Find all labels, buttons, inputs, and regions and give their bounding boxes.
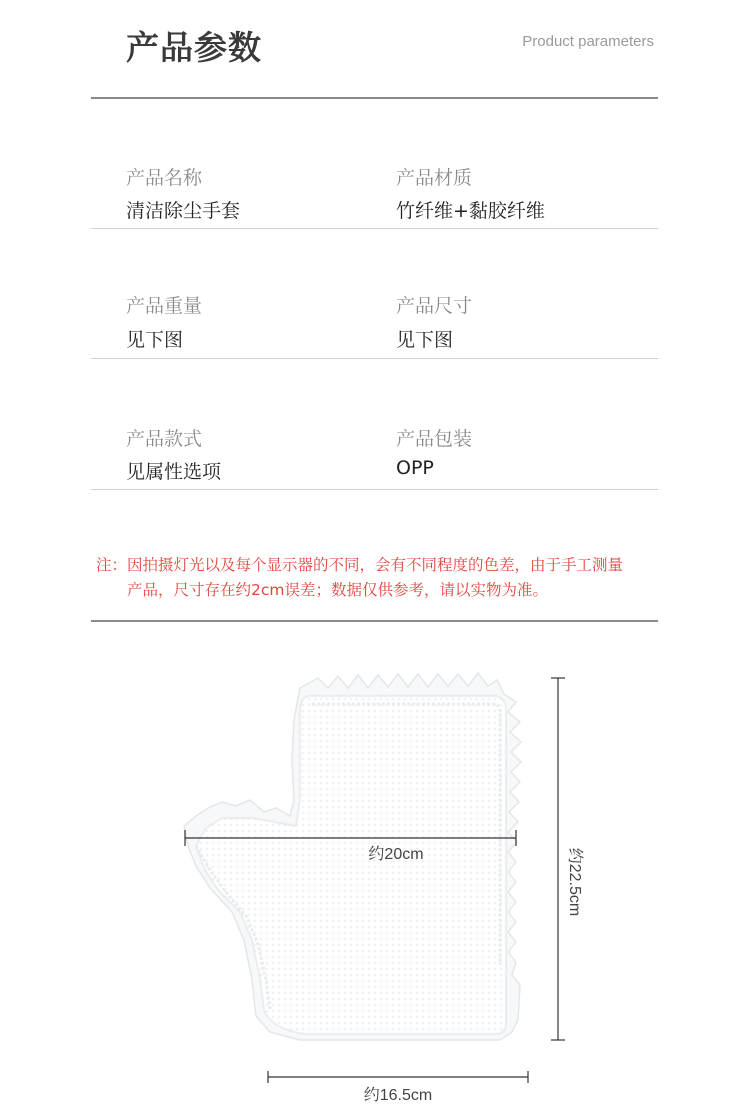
note-line-2: 产品，尺寸存在约2cm误差；数据仅供参考，请以实物为准。 <box>127 581 548 599</box>
page-subtitle: Product parameters <box>522 33 654 50</box>
spec-label-package: 产品包装 <box>396 428 473 450</box>
spec-value-weight: 见下图 <box>126 329 184 351</box>
spec-label-weight: 产品重量 <box>126 295 203 317</box>
spec-value-name: 清洁除尘手套 <box>126 200 241 222</box>
width-label: 约20cm <box>368 846 424 863</box>
spec-label-size: 产品尺寸 <box>396 295 473 317</box>
spec-label-name: 产品名称 <box>126 167 203 189</box>
height-label: 约22.5cm <box>566 847 583 917</box>
spec-label-style: 产品款式 <box>126 428 203 450</box>
note-line-1: 注：因拍摄灯光以及每个显示器的不同，会有不同程度的色差，由于手工测量 <box>96 556 624 574</box>
glove-shape <box>184 673 521 1040</box>
spec-value-size: 见下图 <box>396 329 454 351</box>
bottom-width-dimension <box>268 1071 528 1083</box>
spec-value-package: OPP <box>396 457 434 479</box>
bottom-width-label: 约16.5cm <box>363 1087 433 1104</box>
page-title: 产品参数 <box>126 28 262 67</box>
spec-value-style: 见属性选项 <box>126 461 222 483</box>
spec-label-material: 产品材质 <box>396 167 473 189</box>
spec-value-material: 竹纤维+黏胶纤维 <box>396 200 545 222</box>
height-dimension <box>551 678 565 1040</box>
